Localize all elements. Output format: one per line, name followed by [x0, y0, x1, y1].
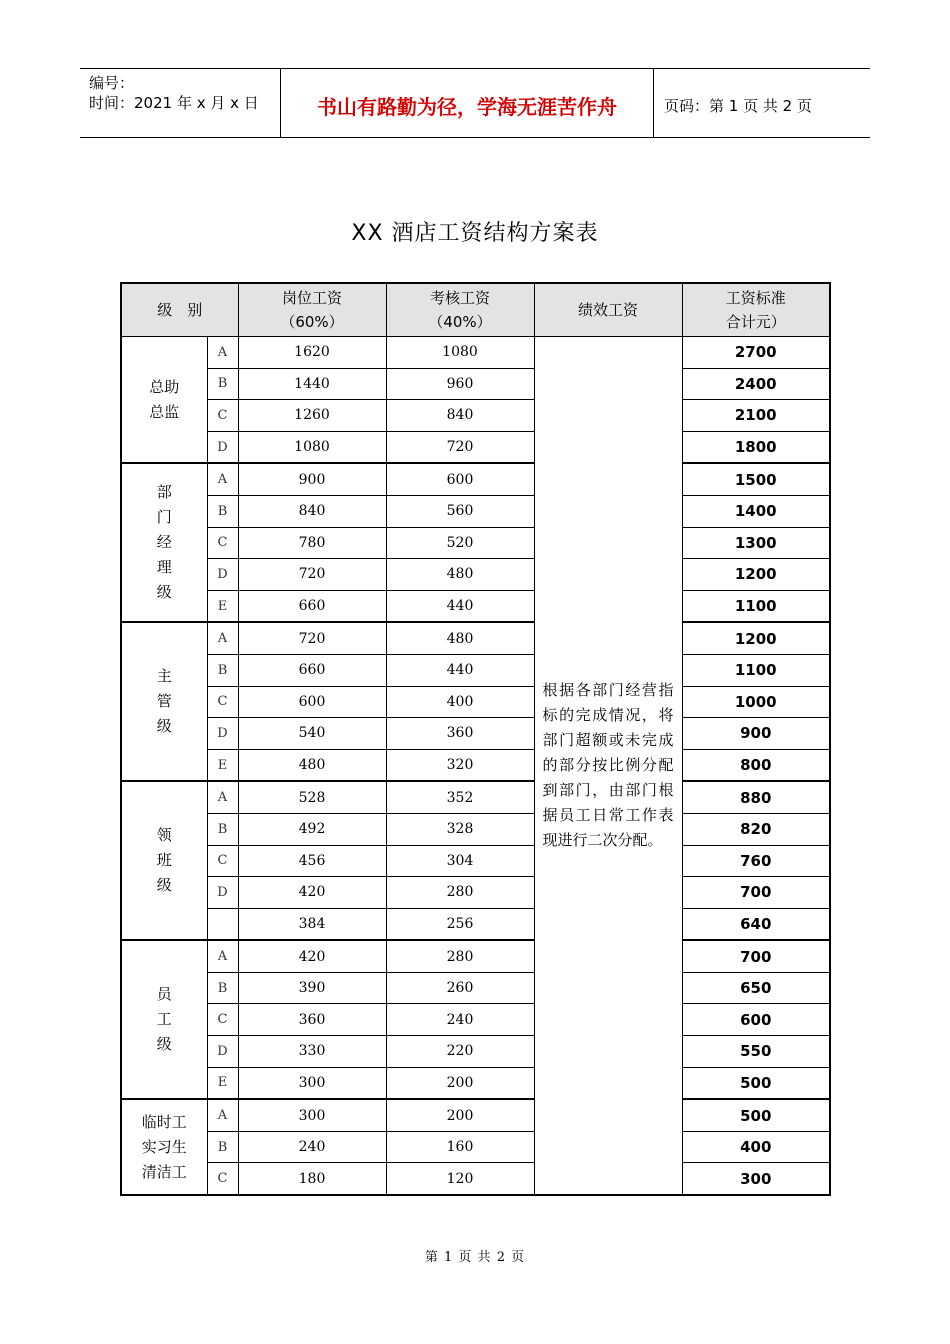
post-wage-cell: 528 [238, 781, 386, 813]
table-row [121, 845, 830, 877]
assess-wage-cell: 120 [386, 1163, 534, 1195]
assess-wage-cell: 480 [386, 559, 534, 591]
sub-level-cell: C [207, 527, 238, 559]
header-post-wage [238, 283, 386, 337]
sub-level-cell: C [207, 845, 238, 877]
sub-level-cell: B [207, 654, 238, 686]
sub-level-cell: D [207, 877, 238, 909]
total-cell: 1100 [682, 590, 830, 622]
assess-wage-cell: 960 [386, 368, 534, 400]
group-name-line: 员 [156, 985, 172, 1004]
header-slogan: 书山有路勤为径，学海无涯苦作舟 [281, 69, 654, 137]
table-row [121, 1131, 830, 1163]
post-wage-cell: 1260 [238, 400, 386, 432]
sub-level-cell: D [207, 1036, 238, 1068]
sub-level-cell: B [207, 972, 238, 1004]
group-name-line: 工 [156, 1010, 172, 1029]
header-level: 级 别 [121, 283, 238, 337]
group-name-line: 级 [156, 1035, 172, 1054]
assess-wage-cell: 200 [386, 1067, 534, 1099]
table-row [121, 1099, 830, 1131]
total-cell: 500 [682, 1067, 830, 1099]
group-name-line: 部 [156, 483, 172, 502]
group-name-line: 理 [156, 558, 172, 577]
total-cell: 500 [682, 1099, 830, 1131]
sub-level-cell: C [207, 686, 238, 718]
header-meta [80, 69, 281, 137]
table-row [121, 1067, 830, 1099]
post-wage-cell: 900 [238, 463, 386, 495]
total-cell: 1000 [682, 686, 830, 718]
sub-level-cell: A [207, 940, 238, 972]
table-row [121, 463, 830, 495]
sub-level-cell: A [207, 781, 238, 813]
table-row [121, 972, 830, 1004]
sub-level-cell: D [207, 718, 238, 750]
assess-wage-cell: 240 [386, 1004, 534, 1036]
post-wage-cell: 330 [238, 1036, 386, 1068]
table-row [121, 908, 830, 940]
table-row [121, 1036, 830, 1068]
assess-wage-cell: 256 [386, 908, 534, 940]
sub-level-cell: E [207, 590, 238, 622]
total-cell: 2400 [682, 368, 830, 400]
sub-level-cell: B [207, 368, 238, 400]
table-row [121, 368, 830, 400]
sub-level-cell: B [207, 813, 238, 845]
table-row [121, 431, 830, 463]
page-header [80, 68, 870, 138]
group-name [121, 622, 207, 781]
assess-wage-cell: 480 [386, 622, 534, 654]
assess-wage-cell: 440 [386, 654, 534, 686]
assess-wage-cell: 280 [386, 877, 534, 909]
post-wage-cell: 720 [238, 622, 386, 654]
assess-wage-cell: 280 [386, 940, 534, 972]
total-cell: 550 [682, 1036, 830, 1068]
assess-wage-cell: 520 [386, 527, 534, 559]
sub-level-cell: A [207, 1099, 238, 1131]
assess-wage-cell: 560 [386, 495, 534, 527]
table-row [121, 877, 830, 909]
table-row [121, 400, 830, 432]
sub-level-cell [207, 908, 238, 940]
assess-wage-cell: 260 [386, 972, 534, 1004]
table-row [121, 590, 830, 622]
assess-wage-cell: 320 [386, 749, 534, 781]
total-cell: 1200 [682, 559, 830, 591]
post-wage-cell: 456 [238, 845, 386, 877]
assess-wage-cell: 360 [386, 718, 534, 750]
group-name-line: 级 [156, 583, 172, 602]
total-cell: 400 [682, 1131, 830, 1163]
table-row [121, 940, 830, 972]
group-name [121, 337, 207, 464]
post-wage-cell: 660 [238, 654, 386, 686]
sub-level-cell: B [207, 1131, 238, 1163]
group-name-line: 总助 [149, 377, 180, 396]
post-wage-cell: 492 [238, 813, 386, 845]
group-name-line: 门 [156, 508, 172, 527]
table-row [121, 337, 830, 369]
table-row [121, 813, 830, 845]
total-cell: 640 [682, 908, 830, 940]
header-post-wage-label: 岗位工资 [281, 289, 342, 307]
assess-wage-cell: 160 [386, 1131, 534, 1163]
group-name [121, 1099, 207, 1195]
post-wage-cell: 1440 [238, 368, 386, 400]
sub-level-cell: A [207, 463, 238, 495]
header-assess-wage-label: 考核工资 [429, 289, 490, 307]
post-wage-cell: 240 [238, 1131, 386, 1163]
table-row [121, 749, 830, 781]
assess-wage-cell: 220 [386, 1036, 534, 1068]
post-wage-cell: 540 [238, 718, 386, 750]
post-wage-cell: 1620 [238, 337, 386, 369]
assess-wage-cell: 720 [386, 431, 534, 463]
total-cell: 1300 [682, 527, 830, 559]
assess-wage-cell: 1080 [386, 337, 534, 369]
sub-level-cell: C [207, 1004, 238, 1036]
post-wage-cell: 420 [238, 877, 386, 909]
post-wage-cell: 660 [238, 590, 386, 622]
table-row [121, 1004, 830, 1036]
group-name-line: 级 [156, 717, 172, 736]
post-wage-cell: 1080 [238, 431, 386, 463]
group-name-line: 班 [156, 851, 172, 870]
assess-wage-cell: 352 [386, 781, 534, 813]
total-cell: 300 [682, 1163, 830, 1195]
sub-level-cell: A [207, 337, 238, 369]
total-cell: 1400 [682, 495, 830, 527]
sub-level-cell: B [207, 495, 238, 527]
table-row [121, 559, 830, 591]
group-name [121, 940, 207, 1099]
sub-level-cell: C [207, 1163, 238, 1195]
document-date: 时间：2021 年 x 月 x 日 [89, 94, 259, 112]
total-cell: 1800 [682, 431, 830, 463]
group-name-line: 经 [156, 533, 172, 552]
assess-wage-cell: 600 [386, 463, 534, 495]
group-name-line: 领 [156, 826, 172, 845]
table-row [121, 495, 830, 527]
post-wage-cell: 600 [238, 686, 386, 718]
header-assess-wage [386, 283, 534, 337]
performance-note: 根据各部门经营指标的完成情况，将部门超额或未完成的部分按比例分配到部门，由部门根据员工日常工作表现进行二次分配。 [534, 337, 682, 1196]
group-name-line: 清洁工 [141, 1162, 187, 1181]
assess-wage-cell: 304 [386, 845, 534, 877]
total-cell: 700 [682, 940, 830, 972]
sub-level-cell: A [207, 622, 238, 654]
post-wage-cell: 480 [238, 749, 386, 781]
total-cell: 2100 [682, 400, 830, 432]
header-page-info: 页码：第 1 页 共 2 页 [664, 96, 812, 115]
document-number-label: 编号： [89, 74, 135, 92]
total-cell: 820 [682, 813, 830, 845]
total-cell: 800 [682, 749, 830, 781]
post-wage-cell: 840 [238, 495, 386, 527]
group-name-line: 级 [156, 876, 172, 895]
post-wage-cell: 420 [238, 940, 386, 972]
header-total [682, 283, 830, 337]
group-name [121, 463, 207, 622]
assess-wage-cell: 440 [386, 590, 534, 622]
total-cell: 760 [682, 845, 830, 877]
assess-wage-cell: 200 [386, 1099, 534, 1131]
table-body [121, 337, 830, 1196]
assess-wage-cell: 328 [386, 813, 534, 845]
post-wage-cell: 780 [238, 527, 386, 559]
header-post-wage-pct: （60%） [280, 313, 344, 331]
table-row [121, 686, 830, 718]
header-total-unit: 合计元） [725, 313, 786, 331]
table-row [121, 654, 830, 686]
total-cell: 880 [682, 781, 830, 813]
sub-level-cell: D [207, 431, 238, 463]
table-row [121, 781, 830, 813]
post-wage-cell: 384 [238, 908, 386, 940]
group-name [121, 781, 207, 940]
header-total-label: 工资标准 [725, 289, 786, 307]
table-row [121, 718, 830, 750]
table-header-row [121, 283, 830, 337]
group-name-line: 主 [156, 667, 172, 686]
total-cell: 1500 [682, 463, 830, 495]
assess-wage-cell: 400 [386, 686, 534, 718]
post-wage-cell: 390 [238, 972, 386, 1004]
group-name-line: 实习生 [141, 1137, 187, 1156]
group-name-line: 总监 [149, 402, 180, 421]
page-footer: 第 1 页 共 2 页 [424, 1250, 526, 1265]
post-wage-cell: 300 [238, 1099, 386, 1131]
salary-structure-table [120, 282, 831, 1196]
header-assess-wage-pct: （40%） [428, 313, 492, 331]
table-row [121, 1163, 830, 1195]
sub-level-cell: C [207, 400, 238, 432]
post-wage-cell: 180 [238, 1163, 386, 1195]
group-name-line: 管 [156, 692, 172, 711]
sub-level-cell: D [207, 559, 238, 591]
header-perf-wage: 绩效工资 [534, 283, 682, 337]
total-cell: 1200 [682, 622, 830, 654]
total-cell: 600 [682, 1004, 830, 1036]
post-wage-cell: 720 [238, 559, 386, 591]
post-wage-cell: 300 [238, 1067, 386, 1099]
assess-wage-cell: 840 [386, 400, 534, 432]
total-cell: 900 [682, 718, 830, 750]
table-row [121, 527, 830, 559]
total-cell: 2700 [682, 337, 830, 369]
document-title: XX 酒店工资结构方案表 [351, 221, 599, 246]
sub-level-cell: E [207, 749, 238, 781]
sub-level-cell: E [207, 1067, 238, 1099]
group-name-line: 临时工 [141, 1112, 187, 1131]
table-row [121, 622, 830, 654]
total-cell: 1100 [682, 654, 830, 686]
total-cell: 700 [682, 877, 830, 909]
post-wage-cell: 360 [238, 1004, 386, 1036]
total-cell: 650 [682, 972, 830, 1004]
